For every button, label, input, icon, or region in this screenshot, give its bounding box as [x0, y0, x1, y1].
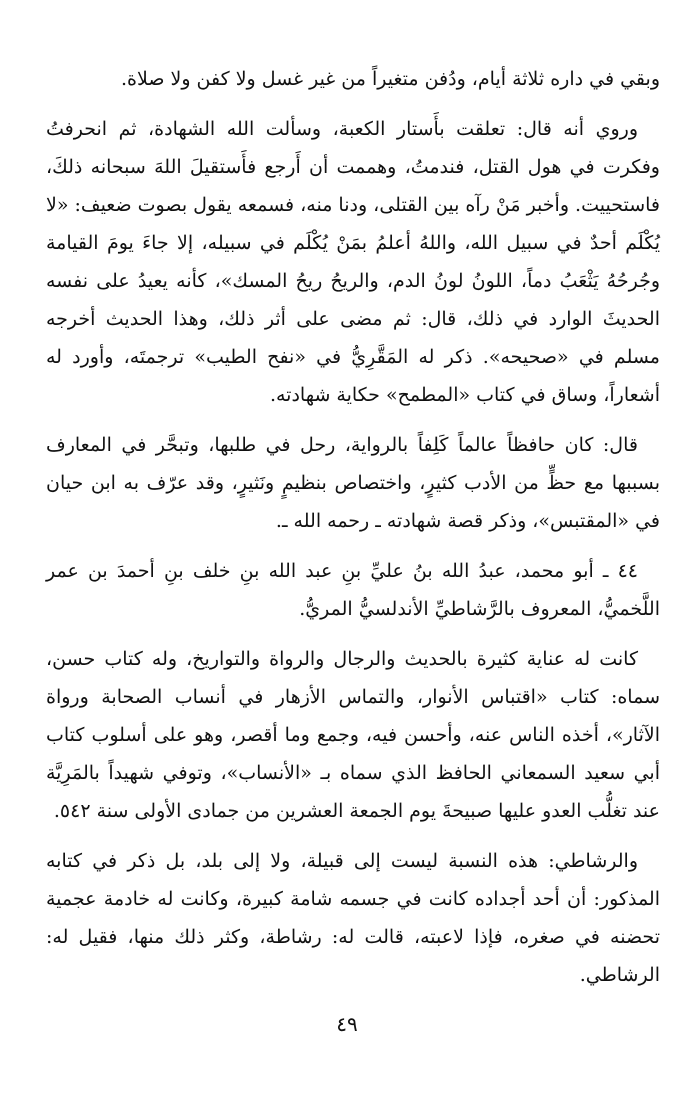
entry-heading-44: ٤٤ ـ أبو محمد، عبدُ الله بنُ عليِّ بنِ عبد الله بنِ خلف بنِ أحمدَ بن عمر اللَّخميُّ، المعروف بالرَّشاطيِّ الأندلسيُّ المريُّ. — [46, 560, 660, 620]
paragraph-burial: وبقي في داره ثلاثة أيام، ودُفن متغيراً من غير غسل ولا كفن ولا صلاة. — [121, 68, 660, 90]
page-number: ٤٩ — [336, 1012, 358, 1036]
paragraph-rushati-works: كانت له عناية كثيرة بالحديث والرجال والرواة والتواريخ، وله كتاب حسن، سماه: كتاب «اقتباس الأنوار، والتماس الأزهار في أنساب الصحابة ورواة الآثار»، أخذه الناس عنه، وأحسن فيه، وجمع وما أقصر، وهو على أسلوب كتاب أبي سعيد السمعاني الحافظ الذي سماه بـ «الأنساب»، وتوفي شهيداً بالمَرِيَّة عند تغلُّب العدو عليها صبيحةَ يوم الجمعة العشرين من جمادى الأولى سنة ٥٤٢. — [46, 648, 661, 822]
paragraph-hafiz-description: قال: كان حافظاً عالماً كَلِفاً بالرواية، رحل في طلبها، وتبحَّر في المعارف بسببها مع حظٍّ من الأدب كثيرٍ، واختصاص بنظيمٍ ونَثيرٍ، وقد عرّف به ابن حيان في «المقتبس»، وذكر قصة شهادته ـ رحمه الله ـ. — [46, 434, 660, 532]
paragraph-nisba-origin: والرشاطي: هذه النسبة ليست إلى قبيلة، ولا إلى بلد، بل ذكر في كتابه المذكور: أن أحد أجداده كانت في جسمه شامة كبيرة، وكانت له خادمة عجمية تحضنه في صغره، فإذا لاعبته، قالت له: رشاطة، وكثر ذلك منها، فقيل له: الرشاطي. — [46, 850, 660, 986]
paragraph-martyrdom-hadith: وروي أنه قال: تعلقت بأَستار الكعبة، وسألت الله الشهادة، ثم انحرفتُ وفكرت في هول القتل، فندمتُ، وهممت أن أَرجع فأَستقيلَ اللهَ سبحانه ذلكَ، فاستحييت. وأخبر مَنْ رآه بين القتلى، ودنا منه، فسمعه يقول بصوت ضعيف: «لا يُكْلَم أحدٌ في سبيل الله، واللهُ أعلمُ بمَنْ يُكْلَم في سبيله، إلا جاءَ يومَ القيامة وجُرحُهُ يَثْعَبُ دماً، اللونُ لونُ الدم، والريحُ ريحُ المسك»، كأنه يعيدُ على نفسه الحديثَ الوارد في ذلك، قال: ثم مضى على أثر ذلك، وهذا الحديث أخرجه مسلم في «صحيحه». ذكر له المَقَّرِيُّ في «نفح الطيب» ترجمتَه، وأورد له أشعاراً، وساق في كتاب «المطمح» حكاية شهادته. — [46, 118, 660, 406]
page-body — [46, 60, 660, 994]
